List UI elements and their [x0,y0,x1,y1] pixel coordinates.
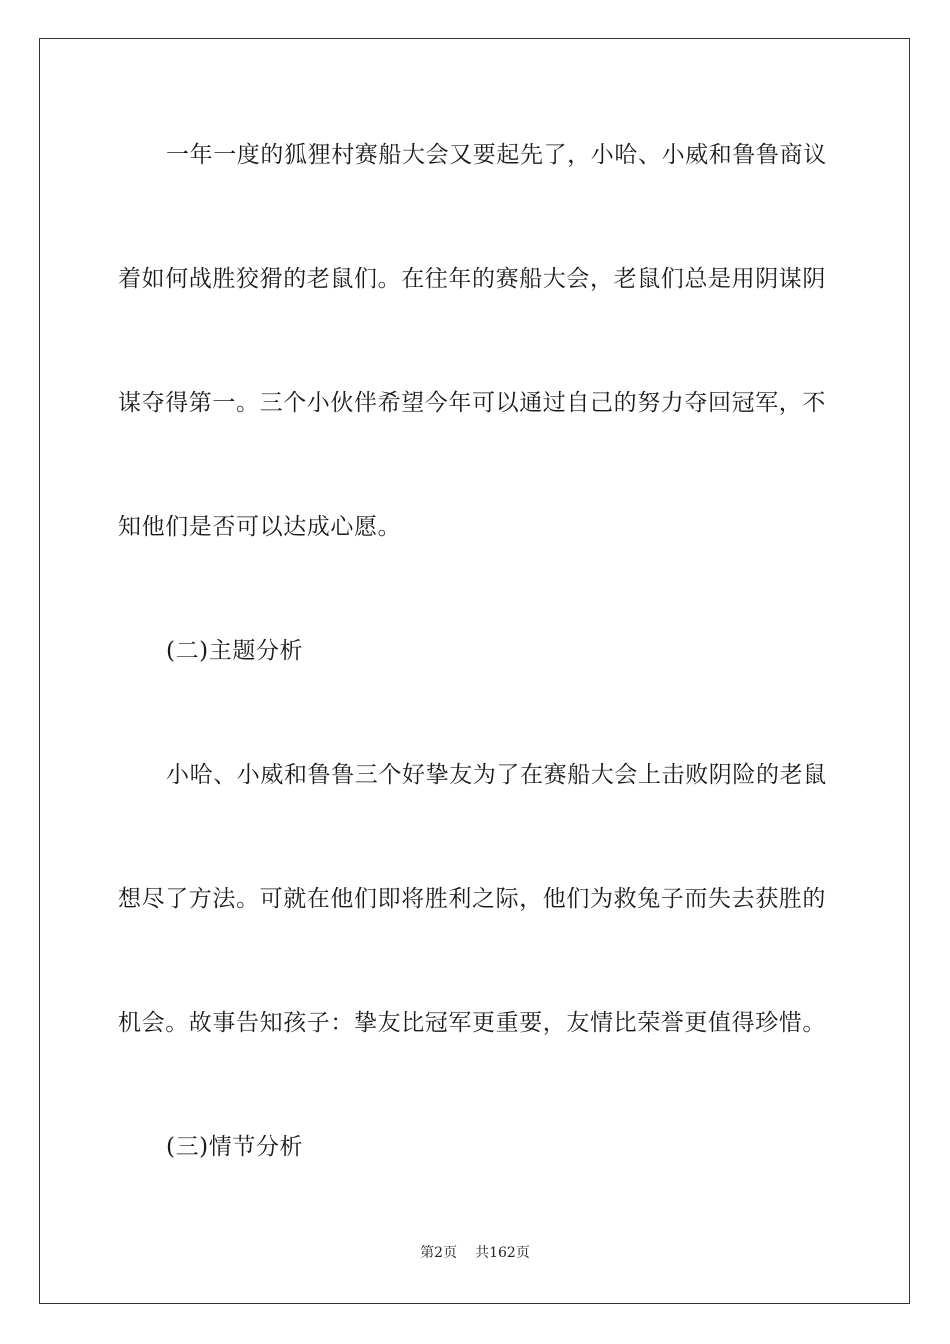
page-frame [39,38,910,1304]
paragraph-line: 机会。故事告知孩子：挚友比冠军更重要，友情比荣誉更值得珍惜。 [118,1010,826,1036]
paragraph-line: 知他们是否可以达成心愿。 [118,514,402,540]
page-footer [0,1244,950,1262]
total-pages: 共162页 [475,1245,530,1261]
paragraph-line: 小哈、小威和鲁鲁三个好挚友为了在赛船大会上击败阴险的老鼠 [166,762,827,788]
page-number: 第2页 [420,1245,458,1261]
paragraph-line: 着如何战胜狡猾的老鼠们。在往年的赛船大会，老鼠们总是用阴谋阴 [118,266,826,292]
paragraph-line: 一年一度的狐狸村赛船大会又要起先了，小哈、小威和鲁鲁商议 [166,142,827,168]
section-heading-theme: (二)主题分析 [166,638,304,664]
paragraph-line: 谋夺得第一。三个小伙伴希望今年可以通过自己的努力夺回冠军，不 [118,390,826,416]
section-heading-plot: (三)情节分析 [166,1134,304,1160]
paragraph-line: 想尽了方法。可就在他们即将胜利之际，他们为救兔子而失去获胜的 [118,886,826,912]
